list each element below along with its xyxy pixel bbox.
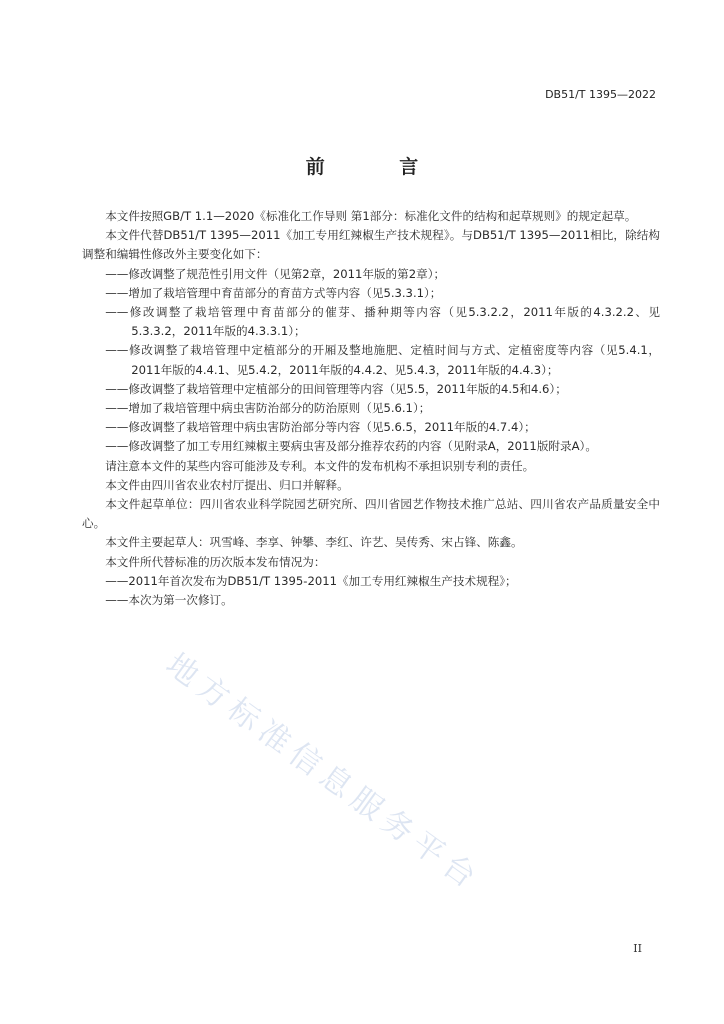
change-item: ——修改调整了规范性引用文件（见第2章，2011年版的第2章）；: [105, 266, 446, 281]
page-number: II: [633, 942, 642, 955]
change-item: ——增加了栽培管理中育苗部分的育苗方式等内容（见5.3.3.1）；: [105, 285, 442, 300]
watermark: 地方标准信息服务平台: [159, 646, 488, 899]
foreword-body: [82, 207, 660, 610]
paragraph-basis: 本文件按照GB/T 1.1—2020《标准化工作导则 第1部分：标准化文件的结构和起草规则》的规定起草。: [105, 209, 637, 223]
page-title: 前 言: [305, 156, 453, 178]
change-item: ——修改调整了栽培管理中定植部分的田间管理等内容（见5.5，2011年版的4.5和4.6）；: [105, 381, 567, 396]
document-code: DB51/T 1395—2022: [545, 88, 656, 101]
change-item: ——修改调整了加工专用红辣椒主要病虫害及部分推荐农药的内容（见附录A，2011版附录A）。: [105, 439, 597, 454]
history-item: ——本次为第一次修订。: [105, 593, 233, 608]
paragraph-proposer: 本文件由四川省农业农村厅提出、归口并解释。: [105, 477, 349, 492]
history-item: ——2011年首次发布为DB51/T 1395-2011《加工专用红辣椒生产技术规程》；: [105, 573, 517, 588]
change-item: ——修改调整了栽培管理中定植部分的开厢及整地施肥、定植时间与方式、定植密度等内容（见5.4.1，2011年版的4.4.1、见5.4.2，2011年版的4.4.2、见5.4.3，2011年版的4.4.3）；: [105, 343, 660, 377]
paragraph-drafters: 本文件主要起草人：巩雪峰、李享、钟攀、李红、许艺、吴传秀、宋占锋、陈鑫。: [105, 535, 523, 550]
change-item: ——修改调整了栽培管理中病虫害防治部分等内容（见5.6.5，2011年版的4.7.4）；: [105, 420, 536, 435]
paragraph-replacement: 本文件代替DB51/T 1395—2011《加工专用红辣椒生产技术规程》。与DB51/T 1395—2011相比，除结构调整和编辑性修改外主要变化如下：: [82, 228, 660, 262]
change-item: ——修改调整了栽培管理中育苗部分的催芽、播种期等内容（见5.3.2.2，2011年版的4.3.2.2、见5.3.3.2，2011年版的4.3.3.1）；: [105, 305, 660, 339]
paragraph-patent: 请注意本文件的某些内容可能涉及专利。本文件的发布机构不承担识别专利的责任。: [105, 458, 535, 473]
change-item: ——增加了栽培管理中病虫害防治部分的防治原则（见5.6.1）；: [105, 401, 431, 416]
paragraph-drafting-units: 本文件起草单位：四川省农业科学院园艺研究所、四川省园艺作物技术推广总站、四川省农产品质量安全中心。: [82, 497, 660, 531]
paragraph-history-intro: 本文件所代替标准的历次版本发布情况为：: [105, 554, 326, 569]
